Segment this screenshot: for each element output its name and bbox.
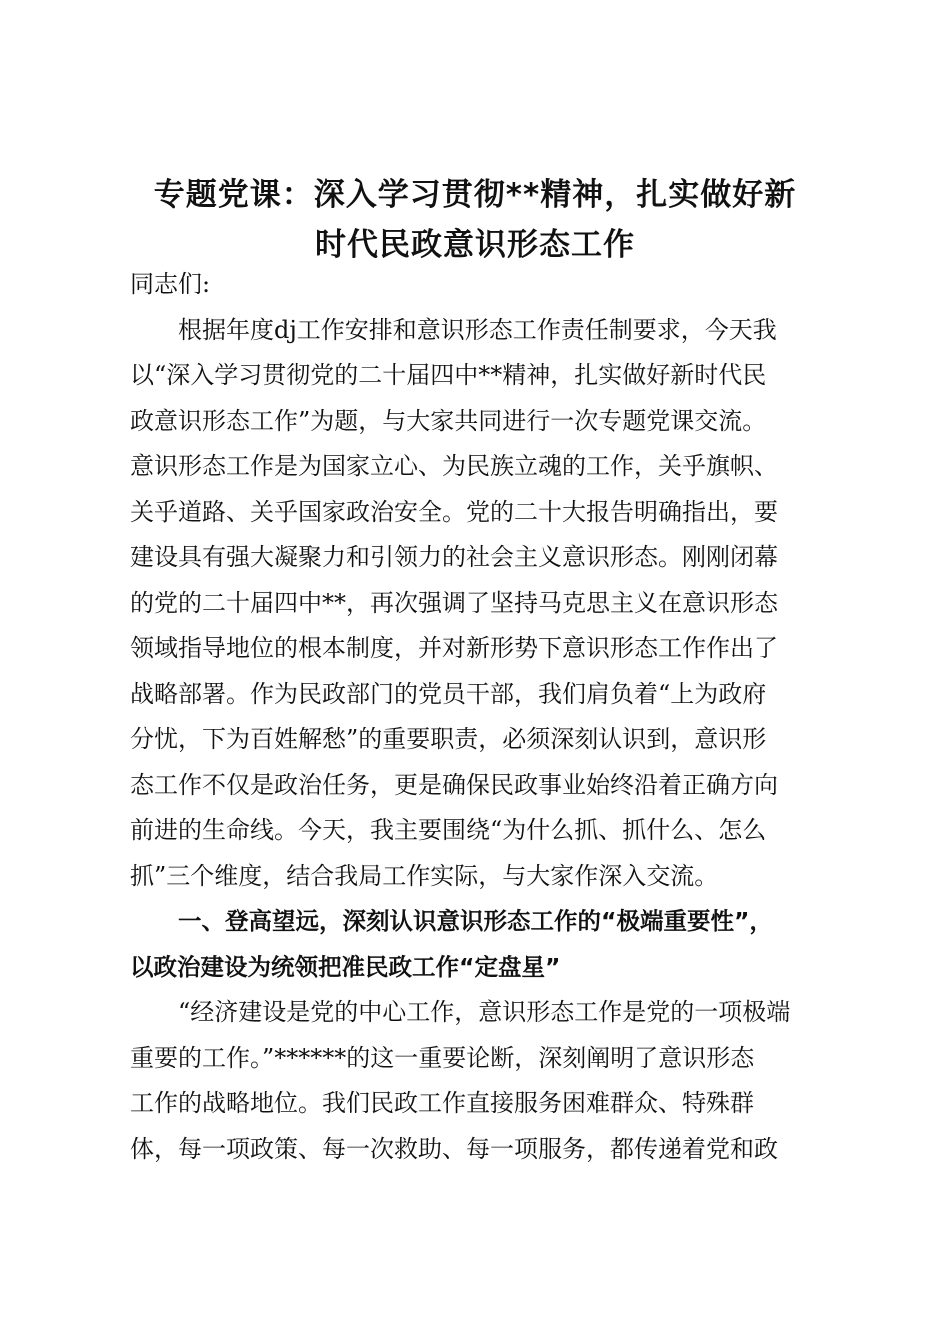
document-body	[130, 262, 830, 1172]
paragraph-line: 战略部署。作为民政部门的党员干部，我们肩负着“上为政府	[130, 679, 767, 708]
document-title	[110, 170, 840, 270]
section-heading-line: 一、登高望远，深刻认识意识形态工作的“极端重要性”，	[178, 907, 773, 935]
paragraph-line: 政意识形态工作”为题，与大家共同进行一次专题党课交流。	[130, 406, 767, 435]
paragraph-line: 抓”三个维度，结合我局工作实际，与大家作深入交流。	[130, 861, 719, 890]
paragraph-line: 建设具有强大凝聚力和引领力的社会主义意识形态。刚刚闭幕	[130, 543, 778, 571]
salutation: 同志们:	[130, 270, 211, 298]
paragraph-line: 根据年度dj工作安排和意识形态工作责任制要求，今天我	[178, 315, 777, 344]
paragraph-line: 的党的二十届四中**，再次强调了坚持马克思主义在意识形态	[130, 588, 778, 617]
paragraph-line: “经济建设是党的中心工作，意识形态工作是党的一项极端	[178, 998, 791, 1026]
paragraph-line: 体，每一项政策、每一次救助、每一项服务，都传递着党和政	[130, 1134, 778, 1163]
paragraph-line: 重要的工作。”******的这一重要论断，深刻阐明了意识形态	[130, 1043, 755, 1072]
paragraph-line: 前进的生命线。今天，我主要围绕“为什么抓、抓什么、怎么	[130, 816, 767, 844]
paragraph-line: 态工作不仅是政治任务，更是确保民政事业始终沿着正确方向	[130, 770, 778, 799]
paragraph-line: 以“深入学习贯彻党的二十届四中**精神，扎实做好新时代民	[130, 361, 767, 389]
paragraph-line: 分忧，下为百姓解愁”的重要职责，必须深刻认识到，意识形	[130, 725, 767, 753]
title-line-2: 时代民政意识形态工作	[315, 227, 635, 263]
paragraph-line: 意识形态工作是为国家立心、为民族立魂的工作，关乎旗帜、	[130, 452, 778, 480]
section-heading-line: 以政治建设为统领把准民政工作“定盘星”	[130, 952, 561, 981]
paragraph-line: 领域指导地位的根本制度，并对新形势下意识形态工作作出了	[130, 634, 778, 662]
paragraph-line: 工作的战略地位。我们民政工作直接服务困难群众、特殊群	[130, 1089, 754, 1117]
title-line-1: 专题党课：深入学习贯彻**精神，扎实做好新	[153, 177, 797, 213]
paragraph-line: 关乎道路、关乎国家政治安全。党的二十大报告明确指出，要	[130, 497, 778, 526]
